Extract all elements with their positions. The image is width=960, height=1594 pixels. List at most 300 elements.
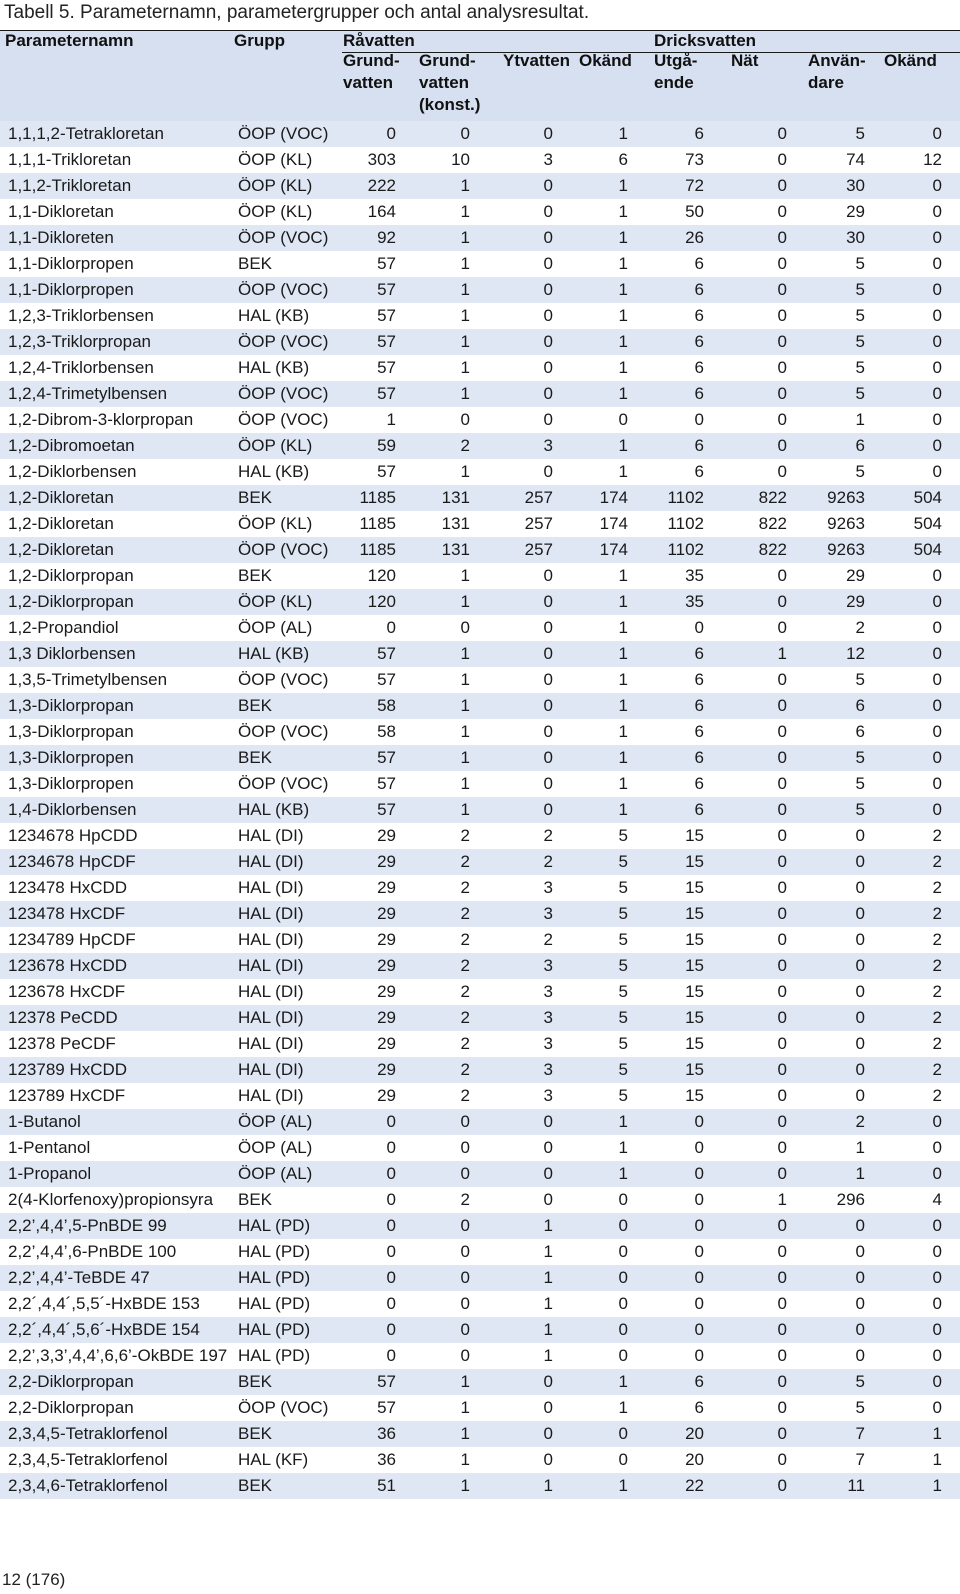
- cell-parameternamn: 1-Butanol: [8, 1112, 81, 1131]
- cell-grupp: HAL (DI): [238, 982, 304, 1001]
- cell-ytvatten: 0: [543, 332, 553, 351]
- cell-anvandare: 0: [855, 930, 865, 949]
- cell-grundvatten: 57: [377, 1372, 396, 1391]
- cell-nat: 0: [777, 878, 787, 897]
- cell-utgaende: 0: [694, 1138, 704, 1157]
- cell-okand-dricksvatten: 0: [932, 202, 942, 221]
- cell-grupp: ÖOP (VOC): [238, 540, 329, 559]
- cell-okand-ravatten: 0: [618, 410, 628, 429]
- cell-okand-ravatten: 5: [618, 1034, 628, 1053]
- cell-grundvatten: 29: [377, 930, 396, 949]
- cell-grundvatten: 36: [377, 1450, 396, 1469]
- cell-okand-dricksvatten: 1: [932, 1424, 942, 1443]
- cell-okand-ravatten: 6: [618, 150, 628, 169]
- cell-ytvatten: 0: [543, 1190, 553, 1209]
- cell-grundvatten-konst: 0: [460, 1216, 470, 1235]
- cell-ytvatten: 3: [543, 1086, 553, 1105]
- cell-parameternamn: 1234789 HpCDF: [8, 930, 136, 949]
- cell-okand-ravatten: 5: [618, 904, 628, 923]
- cell-anvandare: 0: [855, 956, 865, 975]
- cell-ytvatten: 1: [543, 1320, 553, 1339]
- cell-nat: 0: [777, 826, 787, 845]
- cell-grundvatten-konst: 1: [460, 462, 470, 481]
- cell-okand-ravatten: 1: [618, 566, 628, 585]
- cell-grupp: HAL (KB): [238, 800, 310, 819]
- cell-ytvatten: 1: [543, 1268, 553, 1287]
- col-header-okand-dricksvatten: Okänd: [884, 51, 937, 70]
- cell-grundvatten: 29: [377, 1086, 396, 1105]
- cell-nat: 0: [777, 306, 787, 325]
- cell-grupp: BEK: [238, 748, 273, 767]
- col-header-parameternamn: Parameternamn: [5, 31, 134, 50]
- cell-okand-dricksvatten: 2: [932, 930, 942, 949]
- cell-ytvatten: 0: [543, 722, 553, 741]
- table-row: [0, 1395, 960, 1421]
- cell-grundvatten-konst: 2: [460, 826, 470, 845]
- table-row: [0, 511, 960, 537]
- cell-parameternamn: 2,2´,4,4´,5,5´-HxBDE 153: [8, 1294, 200, 1313]
- cell-parameternamn: 1,3 Diklorbensen: [8, 644, 136, 663]
- cell-grupp: BEK: [238, 1190, 273, 1209]
- cell-grundvatten: 57: [377, 384, 396, 403]
- cell-okand-dricksvatten: 2: [932, 852, 942, 871]
- cell-grundvatten-konst: 2: [460, 1086, 470, 1105]
- cell-nat: 1: [777, 1190, 787, 1209]
- cell-nat: 0: [777, 1372, 787, 1391]
- table-row: [0, 1473, 960, 1499]
- cell-okand-ravatten: 0: [618, 1242, 628, 1261]
- cell-parameternamn: 2,2’,4,4’,5-PnBDE 99: [8, 1216, 167, 1235]
- cell-grupp: BEK: [238, 488, 273, 507]
- cell-nat: 0: [777, 722, 787, 741]
- cell-parameternamn: 1,2,3-Triklorbensen: [8, 306, 154, 325]
- cell-ytvatten: 0: [543, 462, 553, 481]
- cell-parameternamn: 1,2-Dibrom-3-klorpropan: [8, 410, 194, 429]
- cell-grundvatten-konst: 0: [460, 1346, 470, 1365]
- cell-okand-ravatten: 1: [618, 306, 628, 325]
- table-row: [0, 407, 960, 433]
- cell-utgaende: 6: [694, 800, 704, 819]
- cell-nat: 0: [777, 852, 787, 871]
- cell-anvandare: 5: [855, 748, 865, 767]
- cell-nat: 0: [777, 774, 787, 793]
- table-row: [0, 1343, 960, 1369]
- cell-okand-ravatten: 1: [618, 748, 628, 767]
- cell-grundvatten: 29: [377, 826, 396, 845]
- cell-grundvatten: 57: [377, 306, 396, 325]
- cell-grundvatten: 0: [386, 1216, 396, 1235]
- cell-parameternamn: 1-Pentanol: [8, 1138, 91, 1157]
- cell-grundvatten: 29: [377, 878, 396, 897]
- cell-okand-dricksvatten: 0: [932, 254, 942, 273]
- table-row: [0, 303, 960, 329]
- cell-grundvatten-konst: 1: [460, 228, 470, 247]
- cell-grundvatten: 1185: [359, 488, 396, 507]
- cell-parameternamn: 1,2,3-Triklorpropan: [8, 332, 151, 351]
- col-header-ytvatten: Ytvatten: [503, 51, 571, 70]
- cell-utgaende: 0: [694, 1294, 704, 1313]
- cell-anvandare: 5: [855, 332, 865, 351]
- cell-nat: 0: [777, 1242, 787, 1261]
- cell-grundvatten: 0: [386, 1138, 396, 1157]
- cell-grundvatten-konst: 2: [460, 852, 470, 871]
- cell-ytvatten: 0: [543, 358, 553, 377]
- cell-nat: 0: [777, 930, 787, 949]
- cell-ytvatten: 0: [543, 774, 553, 793]
- cell-utgaende: 1102: [667, 540, 704, 559]
- cell-anvandare: 2: [855, 1112, 865, 1131]
- cell-grundvatten: 0: [386, 124, 396, 143]
- header-top-rule: [0, 30, 960, 31]
- table-row: [0, 485, 960, 511]
- cell-grundvatten: 92: [377, 228, 396, 247]
- cell-ytvatten: 0: [543, 410, 553, 429]
- cell-ytvatten: 3: [543, 1034, 553, 1053]
- cell-grupp: HAL (PD): [238, 1320, 311, 1339]
- cell-utgaende: 6: [694, 462, 704, 481]
- table-row: [0, 1421, 960, 1447]
- cell-nat: 0: [777, 800, 787, 819]
- cell-grundvatten: 164: [367, 202, 396, 221]
- cell-parameternamn: 1,1-Diklorpropen: [8, 280, 134, 299]
- cell-okand-ravatten: 0: [618, 1216, 628, 1235]
- cell-okand-dricksvatten: 2: [932, 1086, 942, 1105]
- cell-parameternamn: 2,3,4,5-Tetraklorfenol: [8, 1450, 168, 1469]
- cell-grundvatten: 29: [377, 982, 396, 1001]
- cell-ytvatten: 1: [543, 1476, 553, 1495]
- cell-nat: 0: [777, 904, 787, 923]
- cell-anvandare: 74: [846, 150, 865, 169]
- cell-parameternamn: 2,2’,4,4’-TeBDE 47: [8, 1268, 150, 1287]
- cell-grundvatten-konst: 0: [460, 1164, 470, 1183]
- cell-grupp: ÖOP (AL): [238, 1138, 313, 1157]
- cell-grupp: HAL (DI): [238, 930, 304, 949]
- cell-okand-dricksvatten: 0: [932, 436, 942, 455]
- cell-nat: 0: [777, 982, 787, 1001]
- cell-okand-ravatten: 1: [618, 1372, 628, 1391]
- table-row: [0, 953, 960, 979]
- table-row: [0, 797, 960, 823]
- cell-grupp: HAL (KB): [238, 306, 310, 325]
- cell-parameternamn: 12378 PeCDD: [8, 1008, 118, 1027]
- cell-grupp: HAL (DI): [238, 1034, 304, 1053]
- cell-grupp: ÖOP (AL): [238, 618, 313, 637]
- table-row: [0, 1135, 960, 1161]
- cell-nat: 822: [758, 514, 787, 533]
- cell-nat: 0: [777, 1060, 787, 1079]
- cell-utgaende: 6: [694, 774, 704, 793]
- cell-grundvatten-konst: 1: [460, 1372, 470, 1391]
- table-row: [0, 1447, 960, 1473]
- cell-anvandare: 0: [855, 982, 865, 1001]
- cell-grundvatten-konst: 1: [460, 1450, 470, 1469]
- cell-okand-dricksvatten: 504: [913, 540, 942, 559]
- cell-ytvatten: 0: [543, 1138, 553, 1157]
- cell-anvandare: 5: [855, 280, 865, 299]
- cell-utgaende: 26: [685, 228, 704, 247]
- cell-nat: 0: [777, 202, 787, 221]
- cell-anvandare: 9263: [827, 540, 865, 559]
- cell-ytvatten: 0: [543, 696, 553, 715]
- cell-grupp: HAL (KB): [238, 462, 310, 481]
- cell-grundvatten: 29: [377, 904, 396, 923]
- cell-grundvatten-konst: 2: [460, 904, 470, 923]
- cell-anvandare: 5: [855, 384, 865, 403]
- cell-anvandare: 30: [846, 228, 865, 247]
- table-row: [0, 563, 960, 589]
- cell-anvandare: 1: [855, 410, 865, 429]
- cell-okand-ravatten: 1: [618, 1398, 628, 1417]
- cell-nat: 0: [777, 462, 787, 481]
- cell-grundvatten-konst: 1: [460, 774, 470, 793]
- cell-okand-dricksvatten: 0: [932, 410, 942, 429]
- cell-grundvatten-konst: 1: [460, 696, 470, 715]
- cell-nat: 0: [777, 358, 787, 377]
- cell-parameternamn: 2,2’,3,3’,4,4’,6,6’-OkBDE 197: [8, 1346, 228, 1365]
- cell-ytvatten: 3: [543, 878, 553, 897]
- cell-nat: 822: [758, 488, 787, 507]
- cell-grundvatten-konst: 0: [460, 1138, 470, 1157]
- table-body: [0, 121, 960, 1499]
- cell-anvandare: 30: [846, 176, 865, 195]
- cell-ytvatten: 1: [543, 1346, 553, 1365]
- table-row: [0, 1265, 960, 1291]
- cell-parameternamn: 2,2-Diklorpropan: [8, 1398, 134, 1417]
- cell-grundvatten: 57: [377, 670, 396, 689]
- cell-parameternamn: 1,1,2-Trikloretan: [8, 176, 132, 195]
- cell-nat: 0: [777, 1450, 787, 1469]
- cell-grupp: ÖOP (KL): [238, 436, 313, 455]
- cell-okand-ravatten: 0: [618, 1320, 628, 1339]
- cell-anvandare: 0: [855, 1216, 865, 1235]
- cell-anvandare: 12: [846, 644, 865, 663]
- cell-ytvatten: 0: [543, 1164, 553, 1183]
- cell-okand-ravatten: 5: [618, 878, 628, 897]
- cell-ytvatten: 0: [543, 670, 553, 689]
- cell-grupp: ÖOP (VOC): [238, 774, 329, 793]
- cell-ytvatten: 0: [543, 800, 553, 819]
- cell-okand-ravatten: 1: [618, 1112, 628, 1131]
- cell-okand-ravatten: 1: [618, 228, 628, 247]
- cell-okand-ravatten: 1: [618, 592, 628, 611]
- cell-okand-dricksvatten: 2: [932, 1060, 942, 1079]
- table-row: [0, 1161, 960, 1187]
- cell-grupp: ÖOP (KL): [238, 514, 313, 533]
- cell-utgaende: 20: [685, 1450, 704, 1469]
- cell-okand-ravatten: 1: [618, 280, 628, 299]
- cell-grundvatten: 0: [386, 1112, 396, 1131]
- cell-grundvatten: 0: [386, 1268, 396, 1287]
- cell-okand-ravatten: 1: [618, 436, 628, 455]
- cell-utgaende: 0: [694, 1320, 704, 1339]
- cell-grupp: HAL (DI): [238, 1086, 304, 1105]
- cell-grundvatten-konst: 2: [460, 878, 470, 897]
- cell-parameternamn: 1,2-Dibromoetan: [8, 436, 135, 455]
- cell-okand-ravatten: 1: [618, 644, 628, 663]
- cell-nat: 0: [777, 956, 787, 975]
- cell-grundvatten: 222: [367, 176, 396, 195]
- cell-utgaende: 6: [694, 332, 704, 351]
- cell-nat: 0: [777, 332, 787, 351]
- cell-parameternamn: 123478 HxCDD: [8, 878, 128, 897]
- cell-ytvatten: 1: [543, 1216, 553, 1235]
- cell-grundvatten-konst: 1: [460, 280, 470, 299]
- cell-anvandare: 11: [847, 1476, 865, 1495]
- cell-nat: 0: [777, 618, 787, 637]
- cell-okand-ravatten: 1: [618, 618, 628, 637]
- cell-grupp: ÖOP (VOC): [238, 384, 329, 403]
- cell-grundvatten-konst: 131: [441, 488, 470, 507]
- cell-anvandare: 5: [855, 1372, 865, 1391]
- cell-utgaende: 1102: [667, 488, 704, 507]
- cell-anvandare: 5: [855, 670, 865, 689]
- cell-grupp: HAL (KF): [238, 1450, 309, 1469]
- cell-grundvatten: 29: [377, 1034, 396, 1053]
- cell-parameternamn: 123789 HxCDF: [8, 1086, 126, 1105]
- cell-utgaende: 15: [685, 982, 704, 1001]
- cell-grupp: HAL (DI): [238, 826, 304, 845]
- cell-parameternamn: 1,3-Diklorpropen: [8, 748, 134, 767]
- cell-utgaende: 6: [694, 124, 704, 143]
- cell-anvandare: 0: [855, 852, 865, 871]
- cell-utgaende: 15: [685, 1060, 704, 1079]
- cell-grundvatten-konst: 2: [460, 1190, 470, 1209]
- cell-grundvatten-konst: 2: [460, 436, 470, 455]
- cell-utgaende: 6: [694, 436, 704, 455]
- cell-grundvatten-konst: 131: [441, 540, 470, 559]
- cell-grupp: ÖOP (VOC): [238, 722, 329, 741]
- cell-utgaende: 15: [685, 1086, 704, 1105]
- cell-okand-ravatten: 1: [618, 202, 628, 221]
- cell-okand-dricksvatten: 0: [932, 1164, 942, 1183]
- cell-grundvatten-konst: 1: [460, 306, 470, 325]
- table-row: [0, 1057, 960, 1083]
- cell-grundvatten: 0: [386, 1190, 396, 1209]
- cell-okand-dricksvatten: 0: [932, 722, 942, 741]
- cell-okand-dricksvatten: 0: [932, 384, 942, 403]
- cell-ytvatten: 3: [543, 1060, 553, 1079]
- table-row: [0, 927, 960, 953]
- cell-parameternamn: 123478 HxCDF: [8, 904, 126, 923]
- cell-parameternamn: 1,2,4-Triklorbensen: [8, 358, 154, 377]
- cell-nat: 0: [777, 150, 787, 169]
- cell-okand-dricksvatten: 0: [932, 280, 942, 299]
- table-row: [0, 329, 960, 355]
- cell-grundvatten: 1185: [359, 514, 396, 533]
- cell-okand-ravatten: 0: [618, 1268, 628, 1287]
- cell-parameternamn: 1,2-Diklorbensen: [8, 462, 137, 481]
- cell-ytvatten: 0: [543, 1424, 553, 1443]
- cell-parameternamn: 2,2’,4,4’,6-PnBDE 100: [8, 1242, 177, 1261]
- table-row: [0, 277, 960, 303]
- cell-anvandare: 5: [855, 774, 865, 793]
- cell-anvandare: 5: [855, 124, 865, 143]
- cell-okand-ravatten: 5: [618, 1086, 628, 1105]
- cell-anvandare: 5: [855, 462, 865, 481]
- cell-okand-ravatten: 1: [618, 176, 628, 195]
- cell-okand-dricksvatten: 2: [932, 1034, 942, 1053]
- cell-okand-dricksvatten: 0: [932, 1398, 942, 1417]
- cell-ytvatten: 0: [543, 228, 553, 247]
- cell-grundvatten-konst: 2: [460, 1060, 470, 1079]
- cell-grupp: BEK: [238, 1372, 273, 1391]
- cell-okand-dricksvatten: 1: [932, 1450, 942, 1469]
- cell-okand-dricksvatten: 0: [932, 1216, 942, 1235]
- cell-utgaende: 0: [694, 1346, 704, 1365]
- cell-parameternamn: 1,3,5-Trimetylbensen: [8, 670, 168, 689]
- cell-ytvatten: 0: [543, 644, 553, 663]
- cell-ytvatten: 0: [543, 280, 553, 299]
- col-header-grundvatten-konst: Grund- vatten (konst.): [419, 51, 481, 114]
- cell-nat: 0: [777, 1008, 787, 1027]
- cell-utgaende: 0: [694, 1190, 704, 1209]
- cell-ytvatten: 1: [543, 1242, 553, 1261]
- cell-anvandare: 0: [855, 1268, 865, 1287]
- cell-utgaende: 15: [685, 904, 704, 923]
- cell-nat: 0: [777, 1476, 787, 1495]
- cell-okand-dricksvatten: 0: [932, 124, 942, 143]
- cell-anvandare: 6: [855, 722, 865, 741]
- cell-nat: 0: [777, 566, 787, 585]
- cell-grundvatten-konst: 0: [460, 1112, 470, 1131]
- cell-grundvatten-konst: 1: [460, 1476, 470, 1495]
- cell-grundvatten: 57: [377, 800, 396, 819]
- cell-parameternamn: 1,1-Dikloretan: [8, 202, 114, 221]
- cell-grundvatten: 0: [386, 1346, 396, 1365]
- cell-grundvatten: 59: [377, 436, 396, 455]
- cell-utgaende: 6: [694, 644, 704, 663]
- cell-okand-ravatten: 1: [618, 1164, 628, 1183]
- cell-utgaende: 6: [694, 306, 704, 325]
- cell-nat: 0: [777, 384, 787, 403]
- cell-nat: 0: [777, 1320, 787, 1339]
- cell-grupp: HAL (DI): [238, 878, 304, 897]
- cell-utgaende: 6: [694, 254, 704, 273]
- table-row: [0, 875, 960, 901]
- cell-grundvatten-konst: 131: [441, 514, 470, 533]
- table-row: [0, 173, 960, 199]
- cell-utgaende: 0: [694, 1216, 704, 1235]
- cell-utgaende: 6: [694, 384, 704, 403]
- cell-okand-dricksvatten: 0: [932, 1346, 942, 1365]
- table-row: [0, 771, 960, 797]
- cell-ytvatten: 2: [543, 852, 553, 871]
- table-row: [0, 1369, 960, 1395]
- cell-grupp: ÖOP (VOC): [238, 280, 329, 299]
- cell-grundvatten: 0: [386, 1294, 396, 1313]
- table-row: [0, 381, 960, 407]
- cell-anvandare: 6: [855, 696, 865, 715]
- table-row: [0, 719, 960, 745]
- cell-grupp: ÖOP (KL): [238, 592, 313, 611]
- cell-okand-ravatten: 0: [618, 1450, 628, 1469]
- cell-parameternamn: 1,2-Diklorpropan: [8, 566, 134, 585]
- cell-parameternamn: 1,2-Propandiol: [8, 618, 119, 637]
- cell-anvandare: 5: [855, 358, 865, 377]
- cell-anvandare: 0: [855, 1242, 865, 1261]
- cell-grundvatten-konst: 0: [460, 1320, 470, 1339]
- cell-grundvatten: 120: [367, 566, 396, 585]
- cell-parameternamn: 1,2-Dikloretan: [8, 514, 114, 533]
- cell-anvandare: 29: [846, 202, 865, 221]
- table-row: [0, 979, 960, 1005]
- cell-okand-ravatten: 1: [618, 124, 628, 143]
- cell-utgaende: 15: [685, 826, 704, 845]
- cell-anvandare: 0: [855, 1294, 865, 1313]
- cell-parameternamn: 1,1-Diklorpropen: [8, 254, 134, 273]
- table-header: [0, 30, 960, 121]
- cell-grundvatten-konst: 0: [460, 1294, 470, 1313]
